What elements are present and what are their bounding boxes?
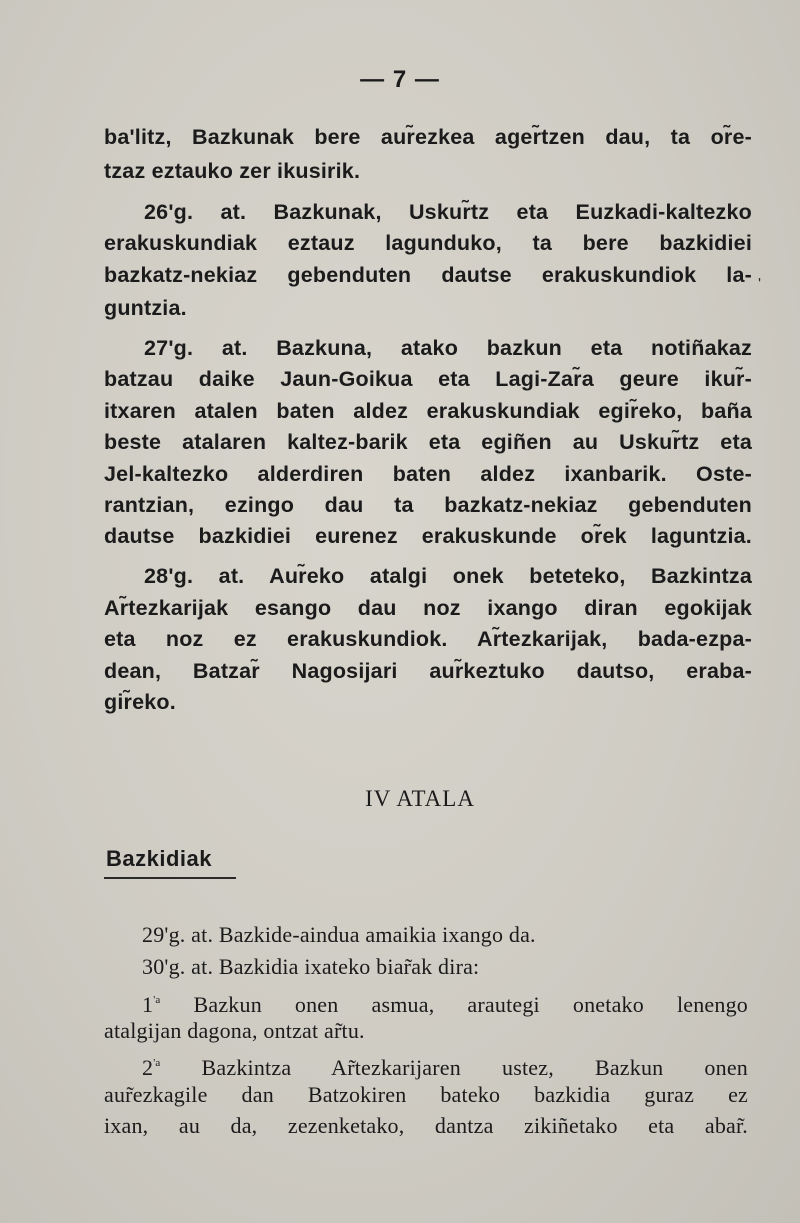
text-line: atalgijan dagona, ontzat ar̃tu. bbox=[104, 1018, 365, 1043]
list-number-suffix: 'a bbox=[153, 1057, 161, 1069]
text-line: ixan, au da, zezenketako, dantza zikiñetako eta abar̃. bbox=[104, 1113, 748, 1138]
text-line bbox=[142, 985, 748, 1020]
text-line: batzau daike Jaun-Goikua eta Lagi-Zar̃a geure ikur̃- bbox=[104, 367, 752, 391]
text-line: 29'g. at. Bazkide-aindua amaikia ixango da. bbox=[142, 922, 536, 947]
text-line: Jel-kaltezko alderdiren baten aldez ixanbarik. Oste- bbox=[104, 462, 752, 486]
text-line bbox=[142, 1048, 748, 1083]
text-line: dautse bazkidiei eurenez erakuskunde or̃ek laguntzia. bbox=[104, 524, 752, 548]
list-number-suffix: 'a bbox=[153, 994, 161, 1006]
text-line: beste atalaren kaltez-barik eta egiñen au Uskur̃tz eta bbox=[104, 430, 752, 454]
text-line: ba'litz, Bazkunak bere aur̃ezkea ager̃tzen dau, ta or̃e- bbox=[104, 125, 752, 149]
list-number: 1 bbox=[142, 992, 154, 1017]
text-line: itxaren atalen baten aldez erakuskundiak egir̃eko, baña bbox=[104, 399, 752, 423]
text-line: 28'g. at. Aur̃eko atalgi onek beteteko, Bazkintza bbox=[144, 564, 752, 588]
section-title: IV ATALA bbox=[365, 786, 475, 811]
text-line: aur̃ezkagile dan Batzokiren bateko bazkidia guraz ez bbox=[104, 1082, 748, 1107]
text-line: bazkatz-nekiaz gebenduten dautse erakuskundiok la- bbox=[104, 263, 752, 287]
text-line: Ar̃tezkarijak esango dau noz ixango diran egokijak bbox=[104, 596, 752, 620]
list-number: 2 bbox=[142, 1055, 154, 1080]
text-line: gir̃eko. bbox=[104, 690, 176, 714]
text-line: rantzian, ezingo dau ta bazkatz-nekiaz gebenduten bbox=[104, 493, 752, 517]
text-line: dean, Batzar̃ Nagosijari aur̃keztuko dautso, eraba- bbox=[104, 659, 752, 683]
text-line: tzaz eztauko zer ikusirik. bbox=[104, 159, 361, 183]
list-item-text: Bazkun onen asmua, arautegi onetako lenengo bbox=[160, 992, 748, 1017]
text-line: 26'g. at. Bazkunak, Uskur̃tz eta Euzkadi-kaltezko bbox=[144, 200, 752, 224]
text-line: eta noz ez erakuskundiok. Ar̃tezkarijak, bada-ezpa- bbox=[104, 627, 752, 651]
text-line: 27'g. at. Bazkuna, atako bazkun eta notiñakaz bbox=[144, 336, 752, 360]
text-line: 30'g. at. Bazkidia ixateko biar̃ak dira: bbox=[142, 954, 480, 979]
page-number: — 7 — bbox=[360, 66, 440, 93]
list-item-text: Bazkintza Ar̃tezkarijaren ustez, Bazkun onen bbox=[160, 1055, 748, 1080]
margin-mark: ' bbox=[758, 276, 762, 293]
subsection-title: Bazkidiak bbox=[106, 846, 212, 871]
subsection-underline bbox=[104, 877, 236, 879]
text-line: erakuskundiak eztauz lagunduko, ta bere bazkidiei bbox=[104, 231, 752, 255]
text-line: guntzia. bbox=[104, 296, 187, 320]
